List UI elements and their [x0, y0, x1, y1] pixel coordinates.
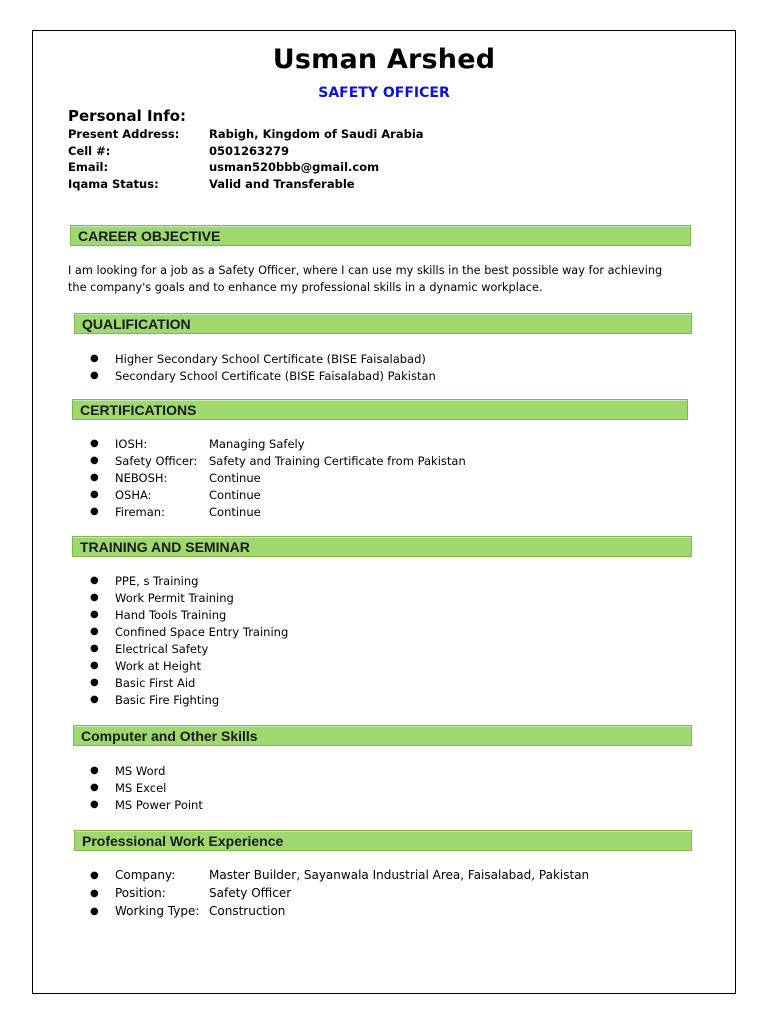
list-item: [90, 902, 589, 920]
bullet-icon: ●: [90, 609, 99, 620]
qualification-bar: [74, 313, 692, 334]
career-objective-bar: [70, 225, 691, 246]
cert-value: Managing Safely: [209, 436, 305, 451]
certifications-list: [90, 435, 466, 520]
list-item: [90, 796, 203, 813]
bullet-icon: ●: [90, 660, 99, 671]
qualification-item: Secondary School Certificate (BISE Faisalabad) Pakistan: [115, 368, 436, 383]
computer-skills-list: [90, 762, 203, 813]
list-item: [90, 572, 288, 589]
list-item: [90, 866, 589, 884]
training-item: Confined Space Entry Training: [115, 624, 289, 639]
bullet-icon: ●: [90, 643, 99, 654]
cert-value: Continue: [209, 487, 261, 502]
bullet-icon: ●: [90, 370, 99, 381]
work-experience-heading: Professional Work Experience: [82, 833, 284, 849]
bullet-icon: ●: [90, 506, 99, 517]
list-item: [90, 503, 466, 520]
bullet-icon: ●: [90, 626, 99, 637]
list-item: [90, 884, 589, 902]
list-item: [90, 623, 288, 640]
training-item: PPE, s Training: [115, 573, 199, 588]
experience-value: Construction: [209, 904, 286, 918]
list-item: [90, 435, 466, 452]
training-item: Hand Tools Training: [115, 607, 227, 622]
job-title: SAFETY OFFICER: [318, 85, 450, 101]
list-item: [90, 350, 436, 367]
personal-info-table: [68, 127, 424, 193]
iqama-value: Valid and Transferable: [209, 176, 355, 191]
cert-label: OSHA:: [115, 487, 152, 502]
training-item: Work Permit Training: [115, 590, 234, 605]
bullet-icon: ●: [90, 677, 99, 688]
bullet-icon: ●: [90, 905, 99, 917]
list-item: [90, 657, 288, 674]
list-item: [90, 674, 288, 691]
computer-skills-bar: [73, 725, 692, 746]
bullet-icon: ●: [90, 353, 99, 364]
list-item: [90, 469, 466, 486]
bullet-icon: ●: [90, 887, 99, 899]
list-item: [90, 589, 288, 606]
email-value: usman520bbb@gmail.com: [209, 160, 380, 174]
bullet-icon: ●: [90, 489, 99, 500]
cell-label: Cell #:: [68, 143, 111, 158]
iqama-label: Iqama Status:: [68, 176, 159, 191]
bullet-icon: ●: [90, 799, 99, 810]
skill-item: MS Power Point: [115, 797, 203, 812]
training-list: [90, 572, 288, 708]
career-objective-text: I am looking for a job as a Safety Officer, where I can use my skills in the best possible way for achieving the company's goals and to enhance my professional skills in a dynamic workplace.: [68, 264, 663, 294]
training-item: Basic First Aid: [115, 675, 196, 690]
certifications-bar: [72, 399, 688, 420]
personal-info-row: [68, 127, 424, 144]
address-value: Rabigh, Kingdom of Saudi Arabia: [209, 127, 424, 141]
work-experience-list: [90, 866, 589, 920]
candidate-name: Usman Arshed: [272, 44, 496, 75]
training-item: Basic Fire Fighting: [115, 692, 220, 707]
computer-skills-heading: Computer and Other Skills: [81, 728, 258, 744]
cert-value: Continue: [209, 470, 261, 485]
cert-value: Continue: [209, 504, 261, 519]
bullet-icon: ●: [90, 592, 99, 603]
bullet-icon: ●: [90, 455, 99, 466]
training-heading: TRAINING AND SEMINAR: [80, 539, 250, 555]
experience-value: Safety Officer: [209, 886, 292, 900]
personal-info-row: [68, 160, 424, 177]
qualification-item: Higher Secondary School Certificate (BISE Faisalabad): [115, 351, 426, 366]
cert-label: NEBOSH:: [115, 470, 168, 485]
list-item: [90, 640, 288, 657]
list-item: [90, 486, 466, 503]
training-bar: [72, 536, 692, 557]
experience-label: Position:: [115, 886, 166, 900]
cert-value: Safety and Training Certificate from Pakistan: [209, 453, 466, 468]
certifications-heading: CERTIFICATIONS: [80, 402, 197, 418]
skill-item: MS Word: [115, 763, 166, 778]
address-label: Present Address:: [68, 127, 180, 141]
work-experience-bar: [74, 830, 692, 851]
list-item: [90, 779, 203, 796]
list-item: [90, 691, 288, 708]
list-item: [90, 606, 288, 623]
bullet-icon: ●: [90, 869, 99, 881]
cell-value: 0501263279: [209, 143, 290, 158]
cert-label: Safety Officer:: [115, 453, 198, 468]
bullet-icon: ●: [90, 438, 99, 449]
personal-info-heading: Personal Info:: [68, 107, 187, 125]
career-objective-heading: CAREER OBJECTIVE: [78, 228, 221, 244]
training-item: Work at Height: [115, 658, 202, 673]
personal-info-row: [68, 144, 424, 161]
list-item: [90, 762, 203, 779]
bullet-icon: ●: [90, 472, 99, 483]
bullet-icon: ●: [90, 694, 99, 705]
experience-label: Working Type:: [115, 904, 200, 918]
email-label: Email:: [68, 160, 109, 174]
bullet-icon: ●: [90, 782, 99, 793]
list-item: [90, 452, 466, 469]
training-item: Electrical Safety: [115, 641, 209, 656]
personal-info-row: [68, 177, 424, 194]
qualification-heading: QUALIFICATION: [82, 316, 191, 332]
bullet-icon: ●: [90, 575, 99, 586]
cert-label: Fireman:: [115, 504, 165, 519]
bullet-icon: ●: [90, 765, 99, 776]
experience-label: Company:: [115, 868, 176, 882]
skill-item: MS Excel: [115, 780, 167, 795]
list-item: [90, 367, 436, 384]
cert-label: IOSH:: [115, 436, 148, 451]
experience-value: Master Builder, Sayanwala Industrial Area, Faisalabad, Pakistan: [209, 868, 590, 882]
qualification-list: [90, 350, 436, 384]
